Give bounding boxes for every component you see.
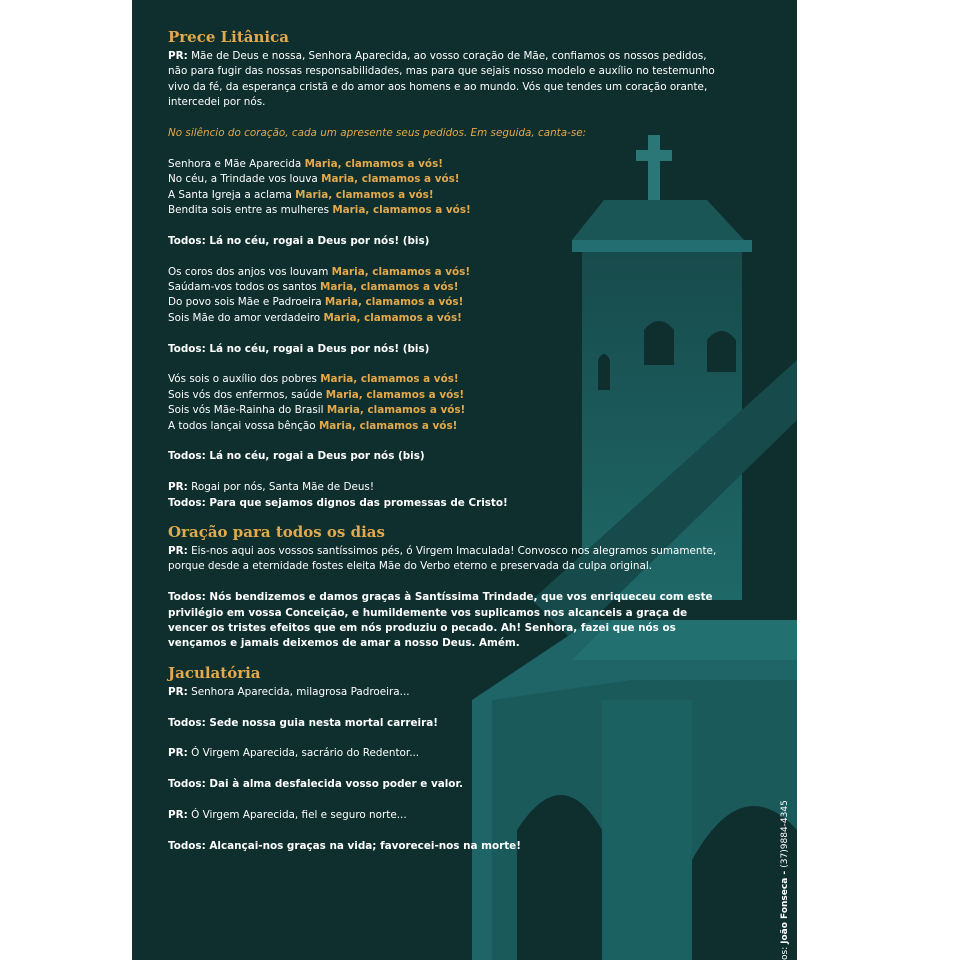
closing-pr: PR: Rogai por nós, Santa Mãe de Deus!: [168, 481, 375, 494]
photo-credit: os: João Fonseca - (37)9884-4345: [780, 800, 790, 960]
jaculatoria-pr: PR: Ó Virgem Aparecida, fiel e seguro norte...: [168, 809, 407, 822]
todos-response: Todos: Lá no céu, rogai a Deus por nós! (bis): [168, 342, 430, 355]
litany-line: Saúdam-vos todos os santos Maria, clamamos a vós!: [168, 281, 459, 294]
litany-line: Sois Mãe do amor verdadeiro Maria, clamamos a vós!: [168, 311, 462, 324]
section-title-oracao: Oração para todos os dias: [168, 523, 385, 542]
closing-response: Todos: Para que sejamos dignos das promessas de Cristo!: [168, 496, 508, 509]
intro-text: Mãe de Deus e nossa, Senhora Aparecida, ao vosso coração de Mãe, confiamos os nossos pedidos, não para fugir das nossas responsabilidades, mas para que sejais nosso modelo e auxílio no testemunho vivo da fé, da esperança cristã e do amor aos homens e ao mundo. Vós que tendes um coração orante, intercedei por nós.: [168, 50, 715, 109]
oracao-pr: PR: Eis-nos aqui aos vossos santíssimos pés, ó Virgem Imaculada! Convosco nos alegramos sumamente, porque desde a eternidade fostes eleita Mãe do Verbo eterno e preservada da culpa original.: [168, 545, 717, 573]
litany-line: Senhora e Mãe Aparecida Maria, clamamos a vós!: [168, 157, 443, 170]
page-content: [168, 28, 728, 854]
litany-line: Os coros dos anjos vos louvam Maria, clamamos a vós!: [168, 265, 471, 278]
jaculatoria-todos: Todos: Alcançai-nos graças na vida; favorecei-nos na morte!: [168, 839, 521, 852]
litany-line: Do povo sois Mãe e Padroeira Maria, clamamos a vós!: [168, 296, 464, 309]
jaculatoria-todos: Todos: Dai à alma desfalecida vosso poder e valor.: [168, 778, 464, 791]
litany-line: A todos lançai vossa bênção Maria, clamamos a vós!: [168, 419, 458, 432]
todos-response: Todos: Lá no céu, rogai a Deus por nós (bis): [168, 450, 425, 463]
oracao-todos: Todos: Nós bendizemos e damos graças à Santíssima Trindade, que vos enriqueceu com este privilégio em vossa Conceição, e humildemente vos suplicamos nos alcanceis a graça de vencer os tristes efeitos que em nós produziu o pecado. Ah! Senhora, fazei que nós os vençamos e jamais deixemos de amar a nosso Deus. Amém.: [168, 591, 713, 650]
litany-line: Bendita sois entre as mulheres Maria, clamamos a vós!: [168, 204, 471, 217]
section-title-prece: Prece Litânica: [168, 28, 289, 46]
intro-paragraph: [168, 49, 728, 111]
litany-line: A Santa Igreja a aclama Maria, clamamos a vós!: [168, 188, 434, 201]
jaculatoria-todos: Todos: Sede nossa guia nesta mortal carreira!: [168, 716, 438, 729]
litany-line: Vós sois o auxílio dos pobres Maria, clamamos a vós!: [168, 373, 459, 386]
litany-line: Sois vós dos enfermos, saúde Maria, clamamos a vós!: [168, 388, 465, 401]
section-title-jaculatoria: Jaculatória: [168, 663, 261, 682]
todos-response: Todos: Lá no céu, rogai a Deus por nós! (bis): [168, 234, 430, 247]
pr-label: PR:: [168, 50, 188, 62]
booklet-page: [132, 0, 797, 960]
instruction-text: No silêncio do coração, cada um apresente seus pedidos. Em seguida, canta-se:: [168, 127, 587, 140]
jaculatoria-pr: PR: Ó Virgem Aparecida, sacrário do Redentor...: [168, 747, 420, 760]
litany-line: No céu, a Trindade vos louva Maria, clamamos a vós!: [168, 173, 460, 186]
jaculatoria-pr: PR: Senhora Aparecida, milagrosa Padroeira...: [168, 685, 410, 698]
litany-line: Sois vós Mãe-Rainha do Brasil Maria, clamamos a vós!: [168, 404, 466, 417]
